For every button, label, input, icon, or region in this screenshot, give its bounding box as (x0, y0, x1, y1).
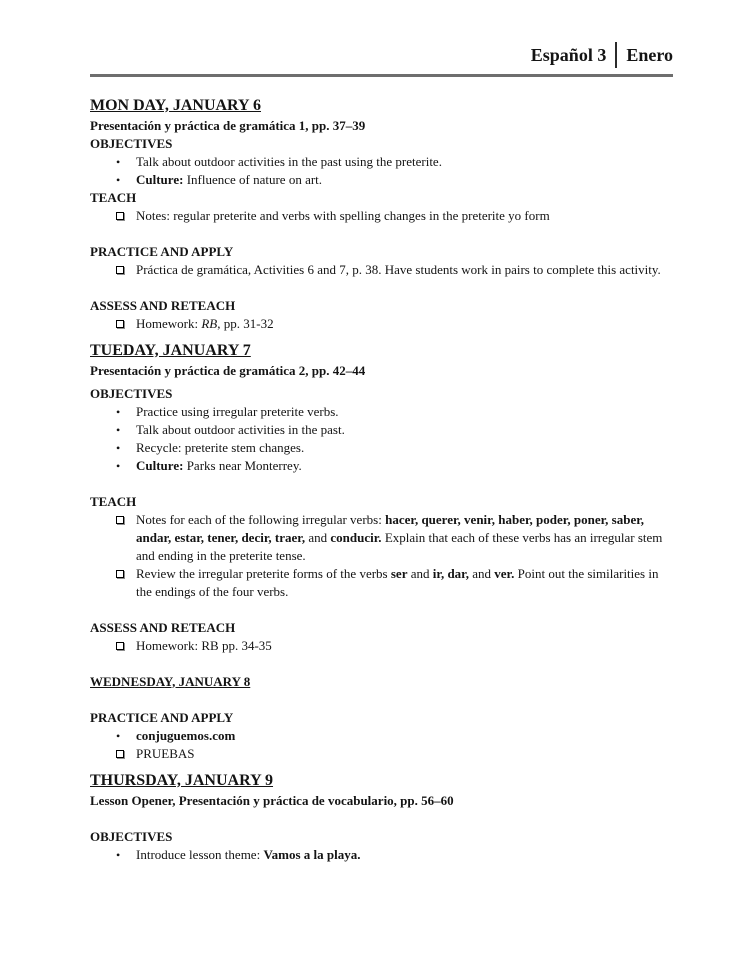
checkbox-icon (116, 511, 136, 565)
item-text (136, 421, 673, 439)
text-run: Notes: regular preterite and verbs with spelling changes in the preterite yo form (136, 207, 550, 223)
day-heading (90, 96, 673, 116)
item-text (136, 846, 673, 864)
item-text (136, 565, 673, 601)
bullet-icon: • (116, 404, 121, 419)
item-text (136, 727, 673, 745)
day-heading-small (90, 673, 673, 691)
checkbox-item (90, 745, 673, 763)
section-heading (90, 297, 673, 315)
checkbox-item (90, 207, 673, 225)
bullet-icon: • (116, 440, 121, 455)
spacer (90, 279, 673, 297)
text-run: ASSESS AND RETEACH (90, 619, 236, 635)
item-text (136, 439, 673, 457)
bullet-icon: • (116, 422, 121, 437)
checkbox-item (90, 637, 673, 655)
text-run: Practice using irregular preterite verbs. (136, 403, 339, 419)
text-run: ASSESS AND RETEACH (90, 297, 236, 313)
bullet-icon: • (116, 458, 121, 473)
bullet-icon: • (116, 172, 121, 187)
text-run: conducir. (330, 529, 382, 545)
text-run: Notes for each of the following irregular verbs: (136, 511, 386, 527)
text-run: OBJECTIVES (90, 385, 173, 401)
item-text (136, 745, 673, 763)
text-run: Parks near Monterrey. (183, 457, 302, 473)
text-run: Presentación y práctica de gramática 1, pp. 37–39 (90, 117, 366, 133)
bullet-item (90, 171, 673, 189)
item-text (136, 171, 673, 189)
text-run: conjuguemos.com (136, 727, 236, 743)
text-run: MON DAY, JANUARY 6 (90, 96, 261, 114)
text-run: Vamos a la playa. (263, 846, 361, 862)
text-run: TEACH (90, 493, 137, 509)
checkbox-square (116, 750, 124, 758)
section-heading (90, 619, 673, 637)
lesson-title (90, 362, 673, 380)
text-run: Recycle: preterite stem changes. (136, 439, 305, 455)
checkbox-item (90, 261, 673, 279)
text-run: THURSDAY, JANUARY 9 (90, 771, 274, 789)
checkbox-icon (116, 207, 136, 225)
text-run: ser (390, 565, 408, 581)
bullet-item (90, 421, 673, 439)
section-heading (90, 189, 673, 207)
checkbox-icon (116, 565, 136, 601)
section-heading (90, 709, 673, 727)
text-run: Homework: RB pp. 34-35 (136, 637, 272, 653)
bullet-item (90, 403, 673, 421)
spacer (90, 601, 673, 619)
text-run: Culture: (136, 457, 184, 473)
text-run: PRACTICE AND APPLY (90, 243, 234, 259)
text-run: Homework: (136, 315, 202, 331)
document-body (90, 96, 673, 864)
text-run: PRACTICE AND APPLY (90, 709, 234, 725)
text-run: Review the irregular preterite forms of the verbs (136, 565, 391, 581)
checkbox-square (116, 212, 124, 220)
text-run: and (305, 529, 331, 545)
bullet-item (90, 153, 673, 171)
lesson-title (90, 117, 673, 135)
text-run: Lesson Opener, Presentación y práctica de vocabulario, pp. 56–60 (90, 792, 454, 808)
checkbox-icon (116, 261, 136, 279)
text-run: hacer, querer, venir, haber, poder, poner, saber, andar, estar, tener, decir, traer, (136, 511, 645, 545)
text-run: Explain that each of these verbs has an irregular stem and ending in the preterite tense. (136, 529, 663, 563)
bullet-item (90, 457, 673, 475)
text-run: Presentación y práctica de gramática 2, pp. 42–44 (90, 362, 366, 378)
spacer (90, 691, 673, 709)
text-run: Introduce lesson theme: (136, 846, 264, 862)
bullet-item (90, 727, 673, 745)
checkbox-square (116, 642, 124, 650)
item-text (136, 511, 673, 565)
document-header (90, 42, 673, 68)
text-run: Talk about outdoor activities in the past. (136, 421, 345, 437)
text-run: Práctica de gramática, Activities 6 and 7, p. 38. Have students work in pairs to complete this activity. (136, 261, 661, 277)
item-text (136, 403, 673, 421)
checkbox-icon (116, 315, 136, 333)
section-heading (90, 135, 673, 153)
checkbox-icon (116, 745, 136, 763)
lesson-title (90, 792, 673, 810)
item-text (136, 315, 673, 333)
text-run: WEDNESDAY, JANUARY 8 (90, 673, 251, 689)
item-text (136, 457, 673, 475)
text-run: TUEDAY, JANUARY 7 (90, 341, 251, 359)
spacer (90, 475, 673, 493)
checkbox-item (90, 511, 673, 565)
text-run: , pp. 31-32 (217, 315, 274, 331)
text-run: RB (201, 315, 218, 331)
text-run: Influence of nature on art. (183, 171, 323, 187)
text-run: and (469, 565, 495, 581)
spacer (90, 225, 673, 243)
bullet-item (90, 439, 673, 457)
bullet-icon: • (116, 728, 121, 743)
text-run: PRUEBAS (136, 745, 195, 761)
text-run: Point out the similarities in the endings of the four verbs. (136, 565, 659, 599)
checkbox-square (116, 516, 124, 524)
header-month-title: Enero (626, 45, 673, 65)
text-run: OBJECTIVES (90, 135, 173, 151)
checkbox-item (90, 315, 673, 333)
text-run: TEACH (90, 189, 137, 205)
bullet-icon: • (116, 847, 121, 862)
spacer (90, 810, 673, 828)
header-rule (90, 74, 673, 77)
day-heading (90, 771, 673, 791)
section-heading (90, 385, 673, 403)
checkbox-item (90, 565, 673, 601)
checkbox-square (116, 570, 124, 578)
checkbox-square (116, 320, 124, 328)
bullet-item (90, 846, 673, 864)
header-course-title: Español 3 (530, 45, 607, 65)
checkbox-square (116, 266, 124, 274)
item-text (136, 261, 673, 279)
text-run: Talk about outdoor activities in the past using the preterite. (136, 153, 442, 169)
text-run: ir, dar, (432, 565, 469, 581)
item-text (136, 207, 673, 225)
text-run: and (407, 565, 433, 581)
text-run: ver. (494, 565, 515, 581)
section-heading (90, 243, 673, 261)
spacer (90, 655, 673, 673)
section-heading (90, 493, 673, 511)
text-run: OBJECTIVES (90, 828, 173, 844)
section-heading (90, 828, 673, 846)
bullet-icon: • (116, 154, 121, 169)
item-text (136, 153, 673, 171)
checkbox-icon (116, 637, 136, 655)
text-run: Culture: (136, 171, 184, 187)
day-heading (90, 341, 673, 361)
item-text (136, 637, 673, 655)
